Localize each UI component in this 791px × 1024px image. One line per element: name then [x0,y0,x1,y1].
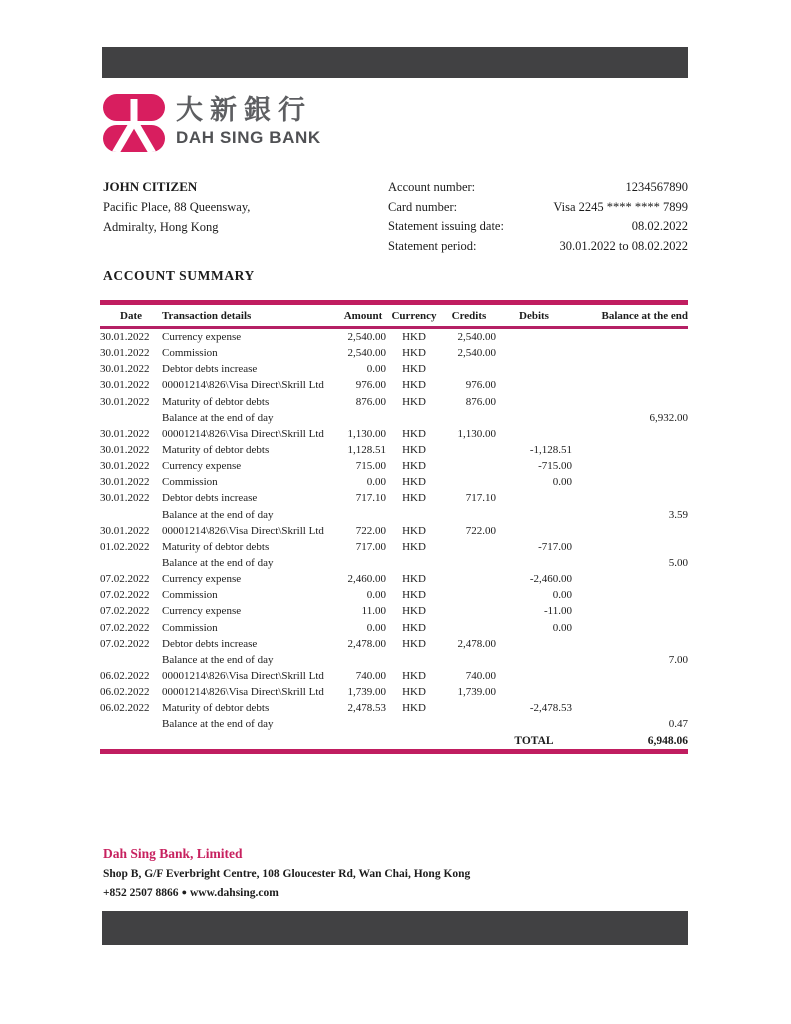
account-info-value: 1234567890 [625,180,688,194]
transaction-row: 30.01.2022 Currency expense 715.00 HKD -715.00 [100,460,572,473]
transaction-row: 30.01.2022 00001214\826\Visa Direct\Skrill Ltd 722.00 HKD 722.00 [100,524,496,537]
total-value: 6,948.06 [647,734,688,747]
column-header-debits: Debits [496,303,572,328]
column-header-balance: Balance at the end [572,303,688,328]
transaction-row: 07.02.2022 Commission 0.00 HKD 0.00 [100,621,572,634]
account-info-label: Statement period: [388,239,477,254]
balance-row: Balance at the end of day 5.00 [162,557,688,570]
bank-logo [103,94,321,152]
transaction-row: 06.02.2022 00001214\826\Visa Direct\Skrill Ltd 740.00 HKD 740.00 [100,670,496,683]
transaction-row: 07.02.2022 Currency expense 2,460.00 HKD -2,460.00 [100,573,572,586]
transaction-row: 30.01.2022 Commission 0.00 HKD 0.00 [100,476,572,489]
column-header-credits: Credits [442,303,496,328]
footer-website: www.dahsing.com [190,887,279,899]
table-header-row [100,303,688,328]
transaction-row: 30.01.2022 Debtor debts increase 0.00 HKD [100,363,426,376]
account-summary-table [100,300,688,754]
bullet-separator-icon: ● [181,887,187,897]
account-info-value: 30.01.2022 to 08.02.2022 [559,239,688,254]
transaction-row: 30.01.2022 Maturity of debtor debts 876.00 HKD 876.00 [100,395,496,408]
account-info-label: Card number: [388,199,458,214]
footer-bank-name: Dah Sing Bank, Limited [103,846,243,861]
transaction-row: 01.02.2022 Maturity of debtor debts 717.00 HKD -717.00 [100,540,572,553]
transaction-row: 30.01.2022 Commission 2,540.00 HKD 2,540.00 [100,347,496,360]
customer-address-line2: Admiralty, Hong Kong [103,220,219,234]
footer-address: Shop B, G/F Everbright Centre, 108 Gloucester Rd, Wan Chai, Hong Kong [103,868,471,880]
balance-row: Balance at the end of day 6,932.00 [162,411,688,424]
account-info-row [388,198,688,218]
column-header-details: Transaction details [162,303,340,328]
account-info-row [388,237,688,257]
dah-sing-logo-icon [103,94,165,152]
column-header-date: Date [100,303,162,328]
transactions-body [100,328,688,752]
transaction-row: 07.02.2022 Debtor debts increase 2,478.00 HKD 2,478.00 [100,637,496,650]
balance-row: Balance at the end of day 0.47 [162,718,688,731]
bank-name-chinese: 大新銀行 [176,95,312,126]
top-decorative-bar [102,47,688,78]
transaction-row: 07.02.2022 Commission 0.00 HKD 0.00 [100,589,572,602]
bank-name-english: DAH SING BANK [176,128,321,147]
transaction-row: 30.01.2022 Debtor debts increase 717.10 HKD 717.10 [100,492,496,505]
total-row [100,733,688,752]
balance-row: Balance at the end of day 7.00 [162,653,688,666]
account-info-value: 08.02.2022 [631,219,688,234]
customer-name: JOHN CITIZEN [103,179,198,194]
section-title: ACCOUNT SUMMARY [103,268,255,283]
account-info-value: Visa 2245 **** **** 7899 [553,199,688,214]
transaction-row: 07.02.2022 Currency expense 11.00 HKD -11.00 [100,605,572,618]
bottom-decorative-bar [102,911,688,945]
balance-row: Balance at the end of day 3.59 [162,508,688,521]
transaction-row: 06.02.2022 Maturity of debtor debts 2,478.53 HKD -2,478.53 [100,702,572,715]
transaction-row: 30.01.2022 00001214\826\Visa Direct\Skrill Ltd 1,130.00 HKD 1,130.00 [100,427,496,440]
account-info-row [388,178,688,198]
total-label: TOTAL [514,734,554,747]
column-header-currency: Currency [386,303,442,328]
customer-address-block [103,177,373,237]
footer-contact-line [103,883,470,902]
transaction-row: 30.01.2022 Currency expense 2,540.00 HKD 2,540.00 [100,331,496,344]
account-info-row [388,217,688,237]
account-info-label: Account number: [388,180,476,194]
transaction-row: 30.01.2022 Maturity of debtor debts 1,128.51 HKD -1,128.51 [100,444,572,457]
column-header-amount: Amount [340,303,386,328]
customer-address-line1: Pacific Place, 88 Queensway, [103,200,251,214]
transaction-row: 06.02.2022 00001214\826\Visa Direct\Skrill Ltd 1,739.00 HKD 1,739.00 [100,686,496,699]
footer-phone: +852 2507 8866 [103,887,179,899]
footer [103,845,470,902]
account-info [388,178,688,257]
transaction-row: 30.01.2022 00001214\826\Visa Direct\Skrill Ltd 976.00 HKD 976.00 [100,379,496,392]
account-info-label: Statement issuing date: [388,219,504,234]
